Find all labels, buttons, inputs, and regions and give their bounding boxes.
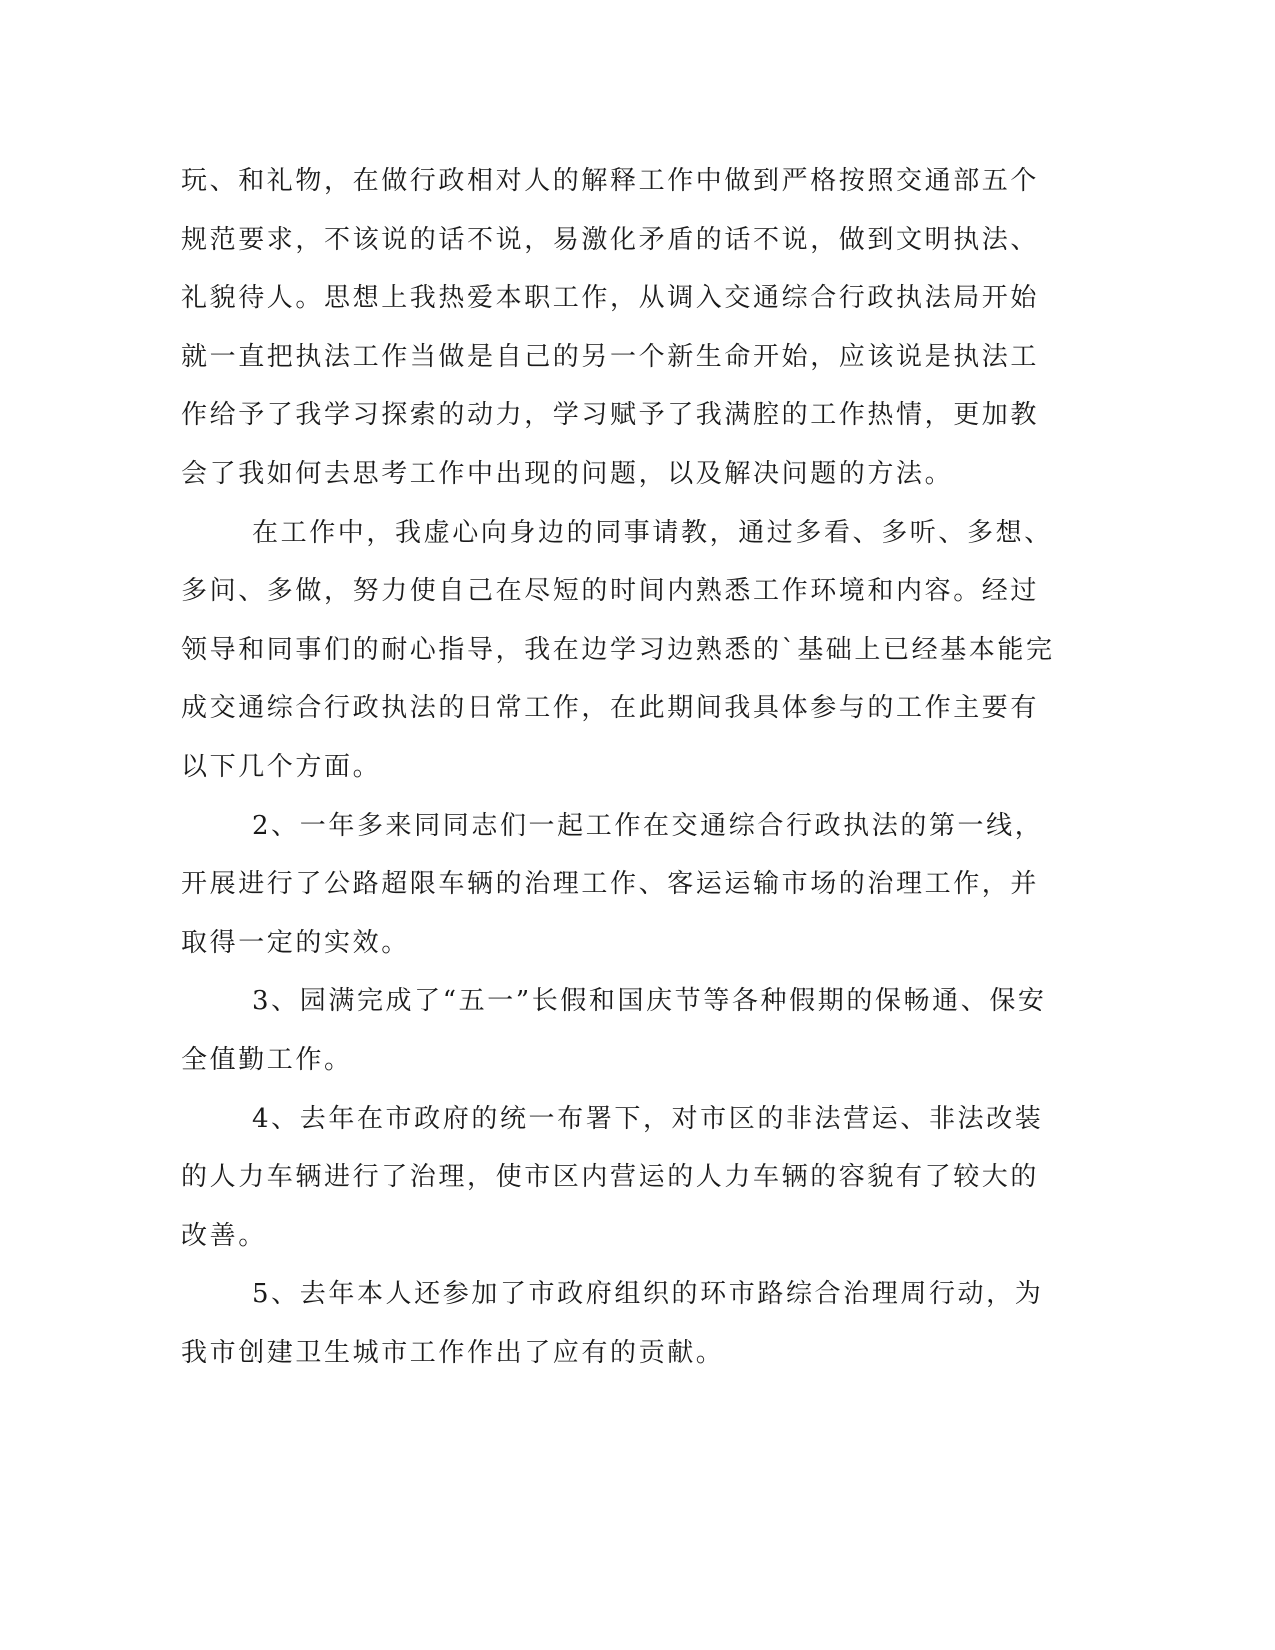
text-line: 作给予了我学习探索的动力，学习赋予了我满腔的工作热情，更加教 — [181, 400, 1040, 431]
text-line: 开展进行了公路超限车辆的治理工作、客运运输市场的治理工作，并 — [181, 869, 1040, 900]
text-line: 2、一年多来同同志们一起工作在交通综合行政执法的第一线， — [252, 810, 1044, 841]
text-line: 的人力车辆进行了治理，使市区内营运的人力车辆的容貌有了较大的 — [181, 1162, 1040, 1193]
text-line: 会了我如何去思考工作中出现的问题，以及解决问题的方法。 — [181, 458, 954, 489]
text-line: 成交通综合行政执法的日常工作，在此期间我具体参与的工作主要有 — [181, 693, 1040, 724]
paragraph — [181, 1090, 1044, 1266]
text-line: 多问、多做，努力使自己在尽短的时间内熟悉工作环境和内容。经过 — [181, 576, 1040, 607]
text-line: 规范要求，不该说的话不说，易激化矛盾的话不说，做到文明执法、 — [181, 224, 1040, 255]
text-line: 取得一定的实效。 — [181, 927, 410, 958]
paragraph — [181, 797, 1044, 973]
text-line: 4、去年在市政府的统一布署下，对市区的非法营运、非法改装 — [252, 1103, 1044, 1134]
text-line: 领导和同事们的耐心指导，我在边学习边熟悉的`基础上已经基本能完 — [181, 634, 1055, 665]
text-line: 礼貌待人。思想上我热爱本职工作，从调入交通综合行政执法局开始 — [181, 283, 1040, 314]
paragraph — [181, 504, 1055, 797]
text-line: 玩、和礼物，在做行政相对人的解释工作中做到严格按照交通部五个 — [181, 166, 1040, 196]
text-line: 改善。 — [181, 1220, 267, 1251]
text-line: 在工作中，我虚心向身边的同事请教，通过多看、多听、多想、 — [252, 517, 1053, 548]
paragraph — [181, 972, 1047, 1089]
paragraph — [181, 1265, 1044, 1382]
text-line: 全值勤工作。 — [181, 1044, 353, 1075]
text-line: 5、去年本人还参加了市政府组织的环市路综合治理周行动，为 — [252, 1279, 1044, 1310]
paragraph — [181, 152, 1041, 504]
text-line: 我市创建卫生城市工作作出了应有的贡献。 — [181, 1337, 725, 1368]
text-line: 以下几个方面。 — [181, 751, 382, 782]
text-line: 就一直把执法工作当做是自己的另一个新生命开始，应该说是执法工 — [181, 341, 1040, 372]
text-line: 3、园满完成了“五一”长假和国庆节等各种假期的保畅通、保安 — [252, 986, 1047, 1017]
document-body — [181, 152, 1055, 1382]
